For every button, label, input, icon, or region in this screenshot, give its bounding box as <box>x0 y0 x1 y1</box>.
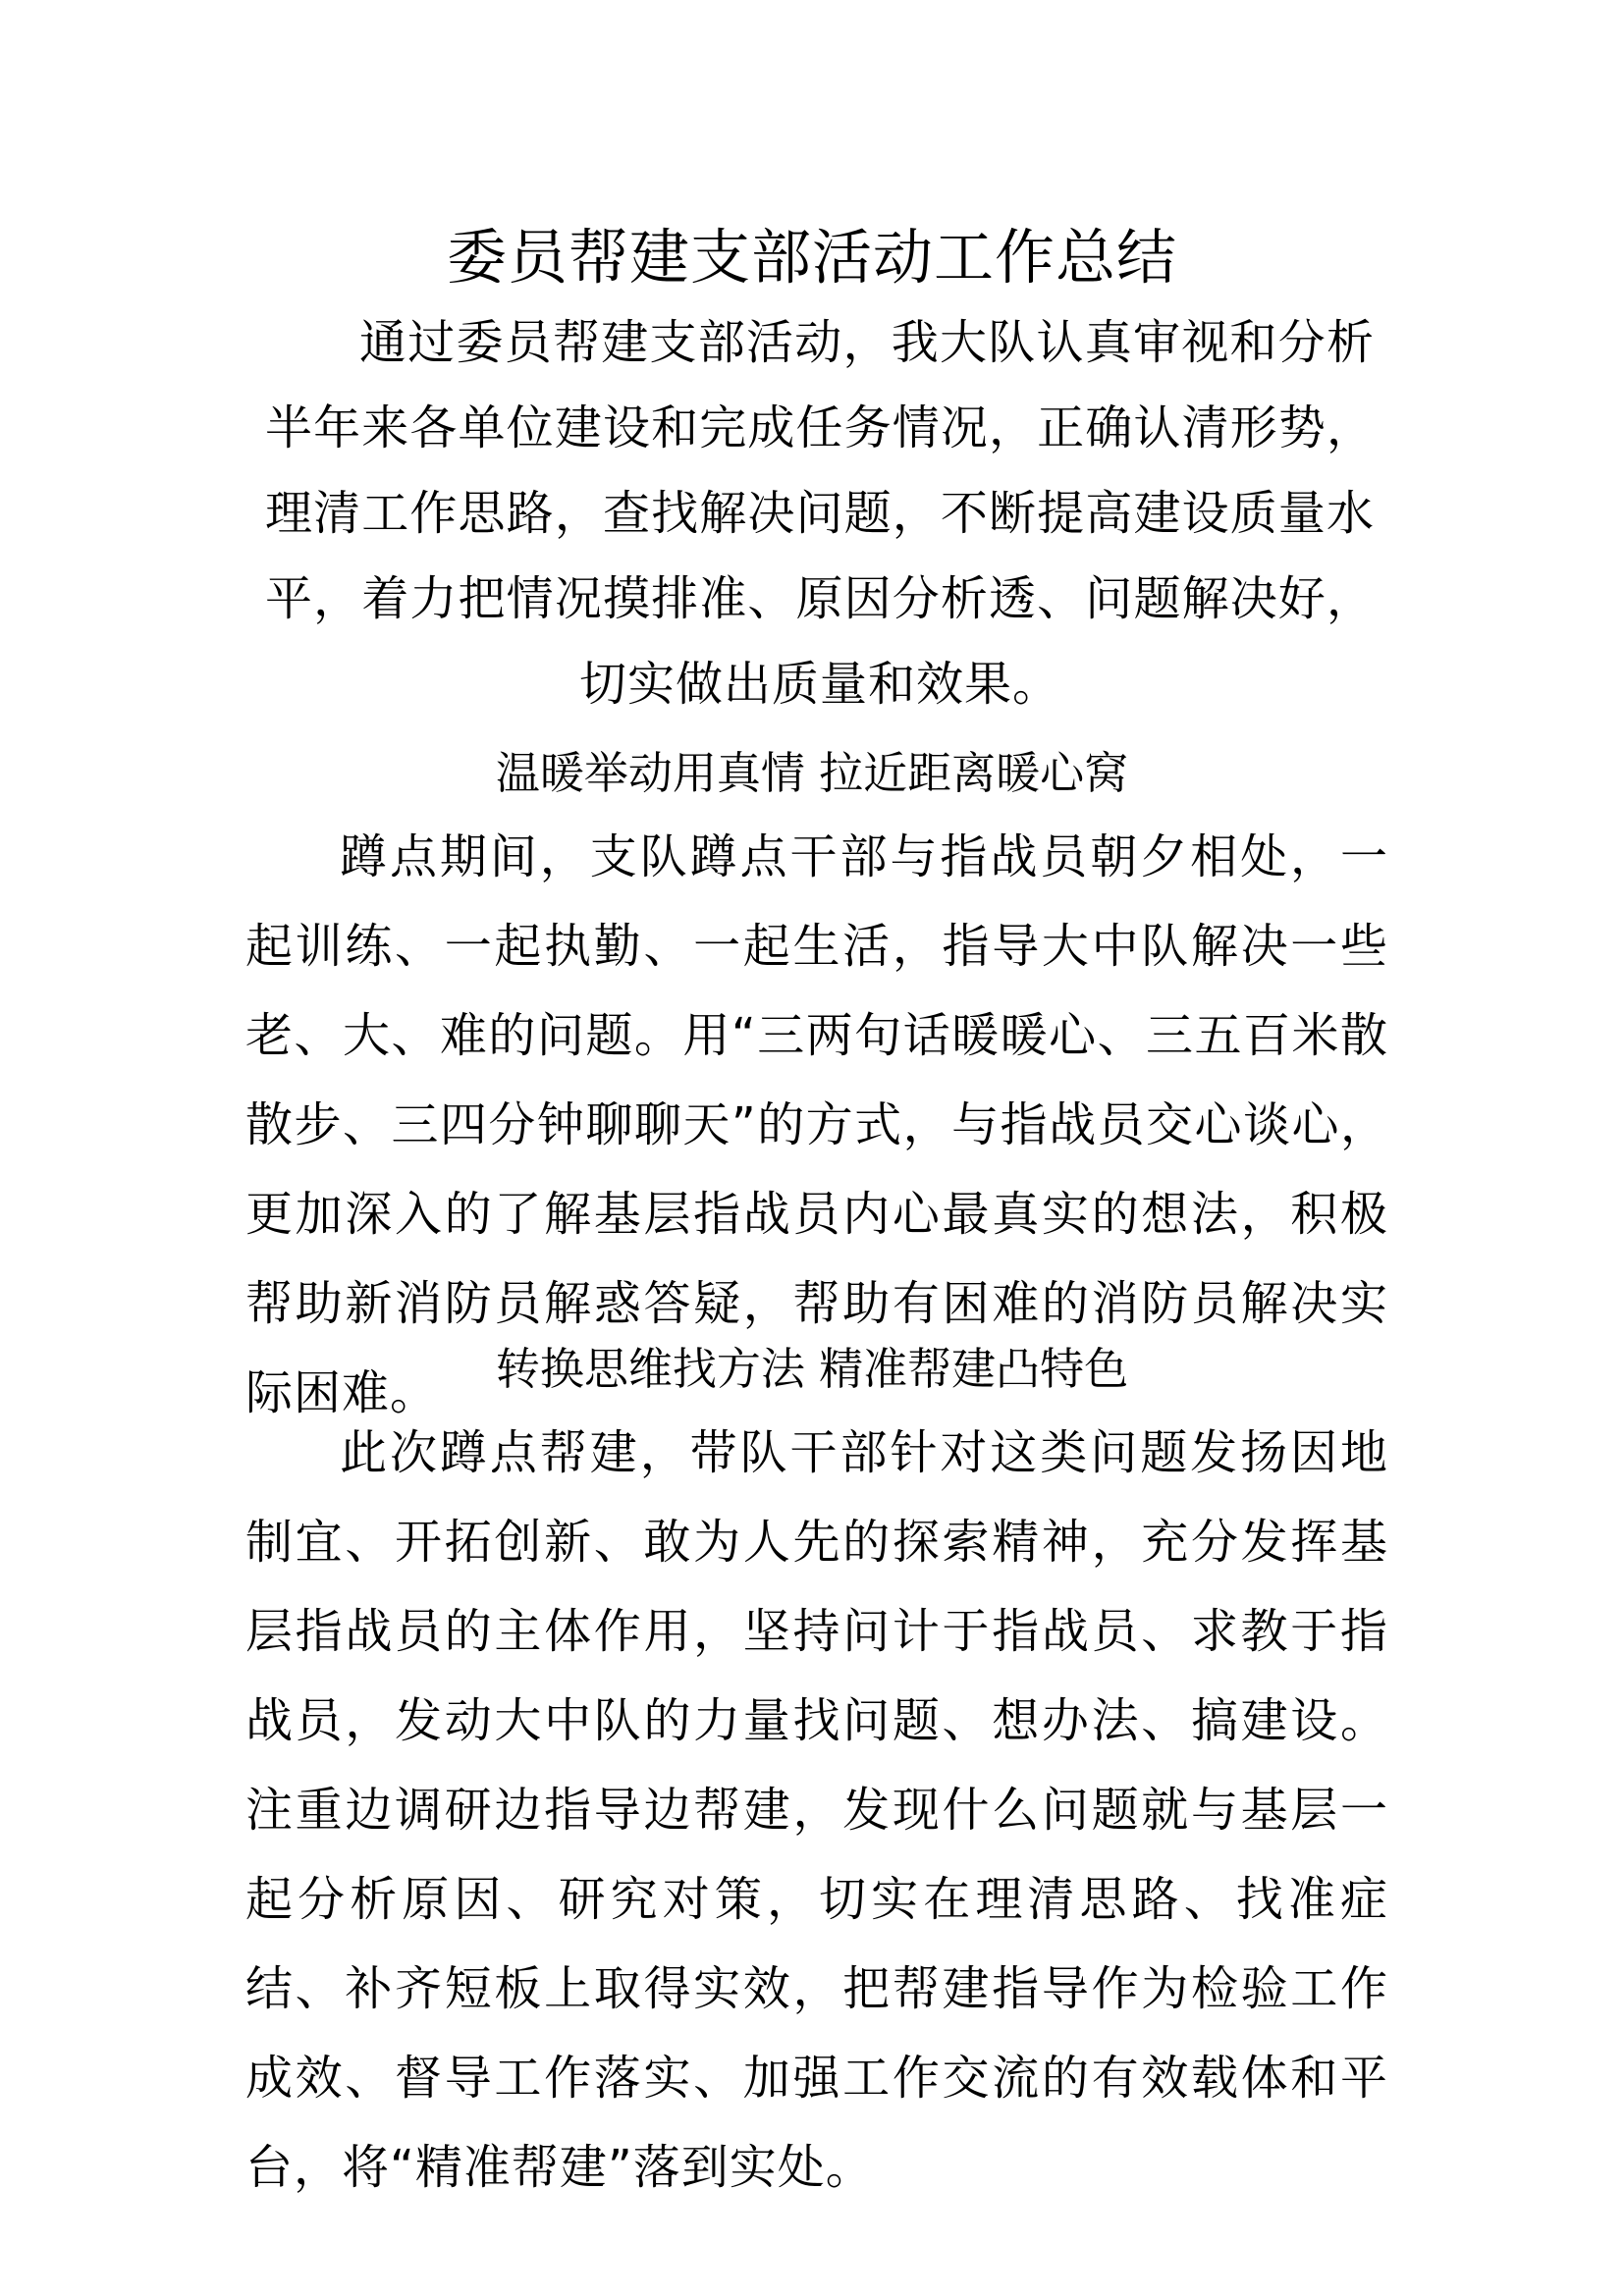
section-heading-1: 温暖举动用真情 拉近距离暖心窝 <box>495 747 1129 799</box>
section-body-1: 蹲点期间，支队蹲点干部与指战员朝夕相处，一起训练、一起执勤、一起生活，指导大中队解决一些老、大、难的问题。用“三两句话暖暖心、三五百米散散步、三四分钟聊聊天”的方式，与指战员交心谈心，更加深入的了解基层指战员内心最真实的想法，积极帮助新消防员解惑答疑，帮助有困难的消防员解决实际困难。 <box>245 829 1388 1420</box>
intro-paragraph: 通过委员帮建支部活动，我大队认真审视和分析半年来各单位建设和完成任务情况，正确认清形势，理清工作思路，查找解决问题，不断提高建设质量水平，着力把情况摸排准、原因分析透、问题解决好，切实做出质量和效果。 <box>265 315 1375 712</box>
document-title: 委员帮建支部活动工作总结 <box>446 223 1177 293</box>
section-heading-2: 转换思维找方法 精准帮建凸特色 <box>495 1343 1129 1395</box>
section-body-2: 此次蹲点帮建，带队干部针对这类问题发扬因地制宜、开拓创新、敢为人先的探索精神，充分发挥基层指战员的主体作用，坚持问计于指战员、求教于指战员，发动大中队的力量找问题、想办法、搞建设。注重边调研边指导边帮建，发现什么问题就与基层一起分析原因、研究对策，切实在理清思路、找准症结、补齐短板上取得实效，把帮建指导作为检验工作成效、督导工作落实、加强工作交流的有效载体和平台，将“精准帮建”落到实处。 <box>245 1425 1388 2195</box>
